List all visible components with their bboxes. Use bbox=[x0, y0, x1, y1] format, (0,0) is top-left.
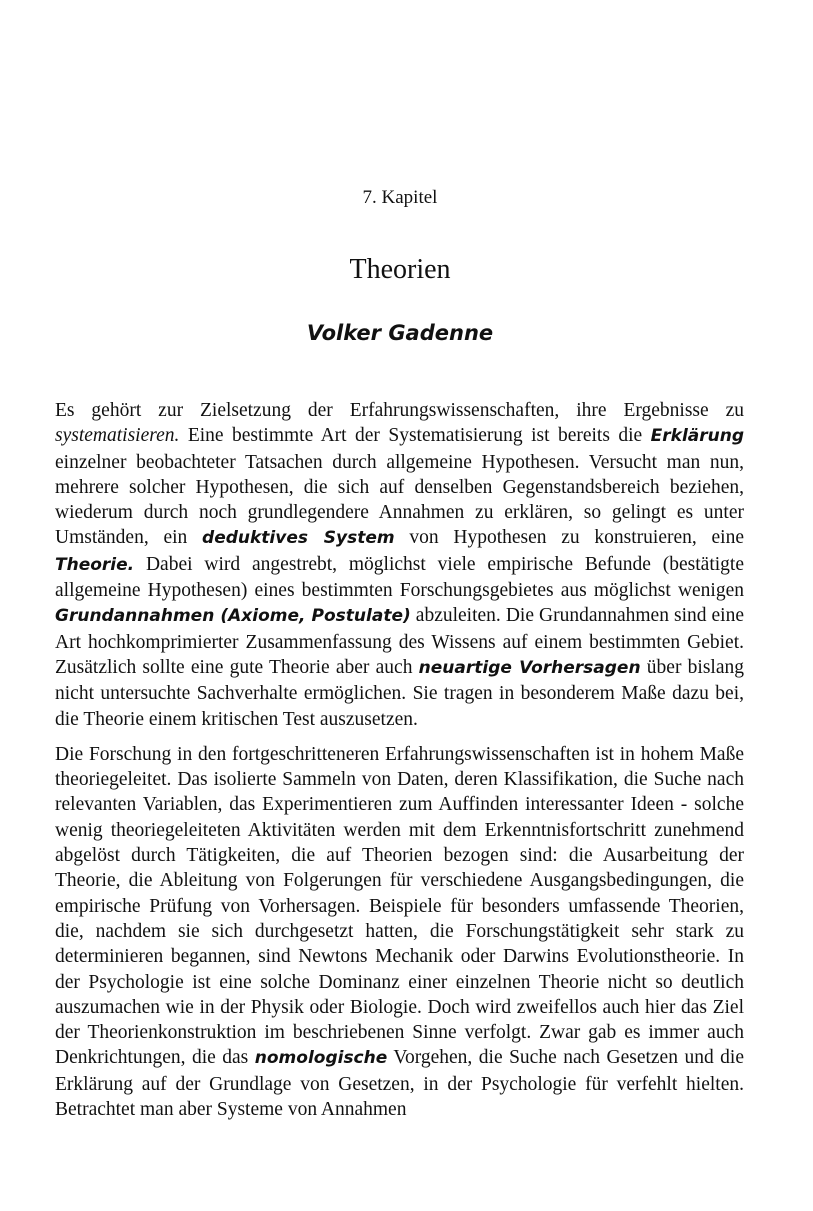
author-name: Volker Gadenne bbox=[306, 321, 494, 345]
text-segment: Die Forschung in den fortgeschritteneren Erfahrungswissenschaften ist in hohem Maße theoriegeleitet. Das isolierte Sammeln von Daten, deren Klassifikation, die Suche nach relevanten Variablen, das Experimentieren zum Auffinden interessanter Ideen - solche wenig theoriegeleiteten Aktivitäten werden mit dem Erkenntnisfortschritt zunehmend abgelöst durch Tätigkeiten, die auf Theorien bezogen sind: die Ausarbeitung der Theorie, die Ableitung von Folgerungen für verschiedene Ausgangsbedingungen, die empirische Prüfung von Vorhersagen. Beispiele für besonders umfassende Theorien, die, nachdem sie sich durchgesetzt hatten, die Forschungstätigkeit sehr stark zu determinieren begannen, sind Newtons Mechanik oder Darwins Evolutionstheorie. In der Psychologie ist eine solche Dominanz einer einzelnen Theorie nicht so deutlich auszumachen wie in der Physik oder Biologie. Doch wird zweifellos auch hier das Ziel der Theorienkonstruktion im beschriebenen Sinne verfolgt. Zwar gab es immer auch Denkrichtungen, die das bbox=[55, 743, 744, 1069]
chapter-title: Theorien bbox=[349, 254, 451, 285]
text-segment: Es gehört zur Zielsetzung der Erfahrungswissenschaften, ihre Ergebnisse zu bbox=[55, 400, 744, 421]
emphasis-systematisieren: systematisieren. bbox=[55, 425, 180, 447]
text-segment: Vorgehen, die Suche nach Gesetzen und die Erklärung auf der Grundlage von Gesetzen, in der Psychologie für verfehlt hielten. Betrachtet man aber Systeme von Annahmen bbox=[55, 1047, 744, 1121]
keyword-grundannahmen: Grundannahmen (Axiome, Postulate) bbox=[55, 606, 411, 627]
body-text bbox=[55, 398, 744, 1132]
text-segment: über bislang nicht untersuchte Sachverhalte ermöglichen. Sie tragen in besonderem Maße dazu bei, die Theorie einem kritischen Test auszusetzen. bbox=[55, 656, 744, 730]
text-segment: einzelner beobachteter Tatsachen durch allgemeine Hypothesen. Versucht man nun, mehrere solcher Hypothesen, die sich auf denselben Gegenstandsbereich beziehen, wiederum durch noch grundlegendere Annahmen zu erklären, so gelingt es unter Umständen, ein bbox=[55, 451, 744, 549]
chapter-label: 7. Kapitel bbox=[362, 187, 438, 208]
keyword-theorie: Theorie. bbox=[55, 554, 135, 575]
text-segment: Dabei wird angestrebt, möglichst viele empirische Befunde (bestätigte allgemeine Hypothesen) eines bestimmten Forschungsgebietes aus möglichst wenigen bbox=[55, 553, 744, 602]
text-segment: abzuleiten. Die Grundannahmen sind eine Art hochkomprimierter Zusammenfassung des Wissens auf einem bestimmten Gebiet. Zusätzlich sollte eine gute Theorie aber auch bbox=[55, 605, 744, 678]
text-segment: von Hypothesen zu konstruieren, eine bbox=[394, 527, 744, 549]
keyword-neuartige-vorhersagen: neuartige Vorhersagen bbox=[418, 657, 641, 678]
keyword-erklaerung: Erklärung bbox=[650, 426, 744, 447]
paragraph-2 bbox=[55, 742, 744, 1122]
keyword-nomologische: nomologische bbox=[254, 1048, 388, 1069]
text-segment: Eine bestimmte Art der Systematisierung ist bereits die bbox=[179, 425, 651, 447]
keyword-deduktives-system: deduktives System bbox=[202, 528, 395, 549]
paragraph-1 bbox=[55, 398, 744, 732]
